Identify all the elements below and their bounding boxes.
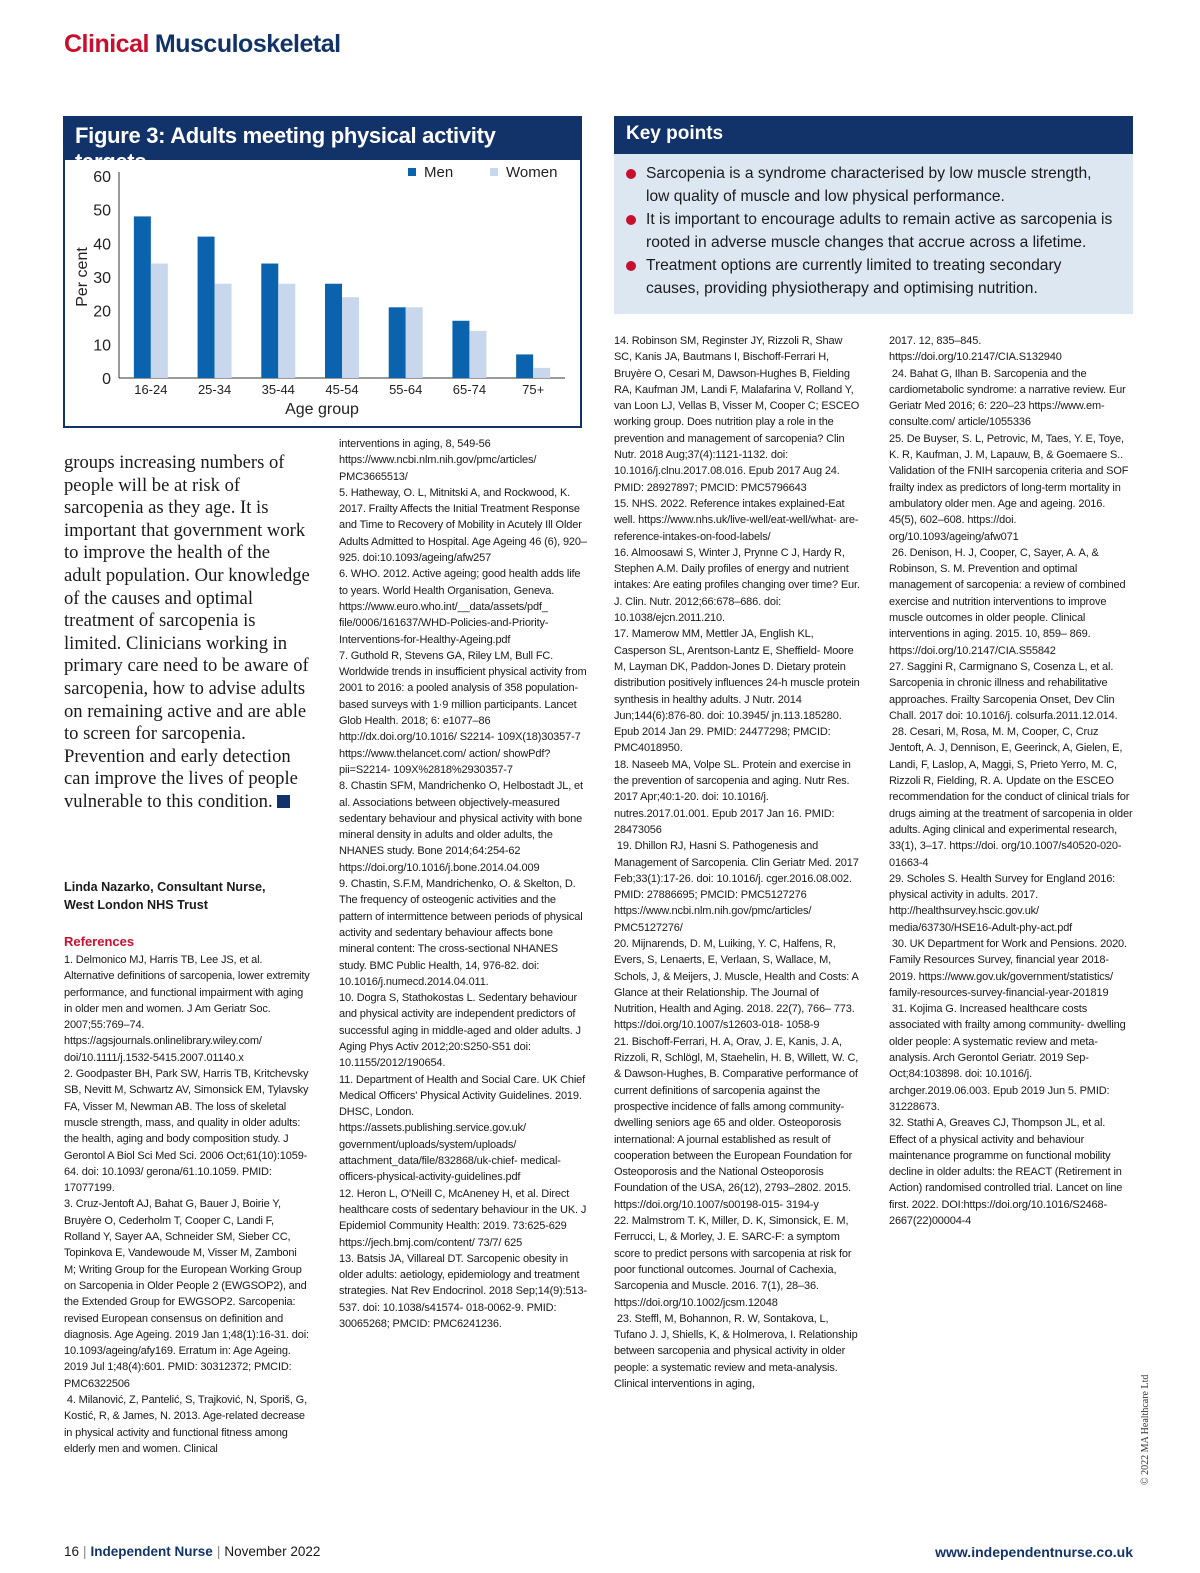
reference-item: 16. Almoosawi S, Winter J, Prynne C J, Hardy R, Stephen A.M. Daily profiles of energy and nutrient intakes: Are eating profiles changing over time? Eur. J. Clin. Nutr. 2012;66:678–686. doi: 10.1038/ejcn.2011.210. (614, 546, 863, 625)
copyright-notice: © 2022 MA Healthcare Ltd (1140, 1374, 1151, 1485)
bar-women (533, 368, 550, 378)
y-tick-label: 10 (93, 337, 111, 355)
y-tick-label: 20 (93, 303, 111, 321)
reference-item: 30. UK Department for Work and Pensions. 2020. Family Resources Survey, financial year 2018-2019. https://www.gov.uk/government/statistics/ family-resources-survey-financial-year-201819 (889, 937, 1130, 999)
x-tick-label: 65-74 (452, 382, 487, 397)
references-heading: References (64, 934, 135, 949)
author-name: Linda Nazarko, Consultant Nurse, (64, 880, 266, 894)
reference-item: 19. Dhillon RJ, Hasni S. Pathogenesis and Management of Sarcopenia. Clin Geriatr Med. 2017 Feb;33(1):17-26. doi: 10.1016/j. cger.2016.08.002. PMID: 27886695; PMCID: PMC5127276 https://www.ncbi.nlm.nih.gov/pmc/articles/ PMC5127276/ (614, 840, 862, 934)
x-tick-label: 35-44 (261, 382, 295, 397)
reference-item: 23. Steffl, M, Bohannon, R. W, Sontakova, L, Tufano J. J, Shiells, K, & Holmerova, I. Relationship between sarcopenia and physical activity in older people: a systematic review and meta-analysis. Clinical interventions in aging, (614, 1312, 861, 1390)
bar-women (342, 297, 359, 378)
y-tick-label: 0 (102, 371, 111, 388)
reference-item: 20. Mijnarends, D. M, Luiking, Y. C, Halfens, R, Evers, S, Lenaerts, E, Verlaan, S, Wallace, M, Schols, J, & Meijers, J. Muscle, Health and Costs: A Glance at their Relationship. The Journal of Nutrition, Health and Aging. 2018. 22(7), 766– 773. https://doi.org/10.1007/s12603-018- 1058-9 (614, 937, 861, 1032)
reference-item: 14. Robinson SM, Reginster JY, Rizzoli R, Shaw SC, Kanis JA, Bautmans I, Bischoff-Ferrari H, Bruyère O, Cesari M, Dawson-Hughes B, Fielding RA, Kaufman JM, Landi F, Malafarina V, Rolland Y, van Loon LJ, Vellas B, Visser M, Cooper C; ESCEO working group. Does nutrition play a role in the prevention and management of sarcopenia? Clin Nutr. 2018 Aug;37(4):1121-1132. doi: 10.1016/j.clnu.2017.08.016. Epub 2017 Aug 24. PMID: 28927897; PMCID: PMC5796643 (614, 335, 863, 494)
bullet-icon (626, 261, 636, 271)
reference-item: 24. Bahat G, Ilhan B. Sarcopenia and the cardiometabolic syndrome: a narrative review. Eur Geriatr Med 2016; 6: 220–23 https://www.em-consulte.com/ article/1055336 (889, 367, 1129, 429)
bar-women (215, 284, 232, 378)
reference-item: 17. Mamerow MM, Mettler JA, English KL, Casperson SL, Arentson-Lantz E, Sheffield- Moore M, Layman DK, Paddon-Jones D. Dietary protein distribution positively influences 24-h muscle protein synthesis in healthy adults. J Nutr. 2014 Jun;144(6):876-80. doi: 10.3945/ jn.113.185280. Epub 2014 Jan 29. PMID: 24477298; PMCID: PMC4018950. (614, 628, 863, 755)
reference-item: 26. Denison, H. J, Cooper, C, Sayer, A. A, & Robinson, S. M. Prevention and optimal management of sarcopenia: a review of combined exercise and nutrition interventions to improve muscle outcomes in older people. Clinical interventions in aging. 2015. 10, 859– 869. https://doi.org/10.2147/CIA.S55842 (889, 546, 1129, 657)
x-tick-label: 55-64 (389, 382, 423, 397)
footer-separator: | (216, 1544, 221, 1559)
references-column-1 (64, 952, 313, 1457)
end-mark-icon (277, 795, 290, 808)
bar-men (516, 354, 533, 378)
legend-swatch-men (408, 168, 416, 176)
publication-name: Independent Nurse (90, 1544, 213, 1559)
reference-item: interventions in aging, 8, 549-56 https://www.ncbi.nlm.nih.gov/pmc/articles/ PMC3665513/ (339, 438, 540, 483)
key-points-title: Key points (614, 116, 1133, 154)
reference-item: 29. Scholes S. Health Survey for England 2016: physical activity in adults. 2017. http://healthsurvey.hscic.gov.uk/ media/63730/HSE16-Adult-phy-act.pdf (889, 872, 1118, 934)
reference-item: 15. NHS. 2022. Reference intakes explained-Eat well. https://www.nhs.uk/live-well/eat-well/what- are-reference-intakes-on-food-labels/ (614, 497, 859, 543)
article-body-text (64, 452, 310, 814)
reference-item: 31. Kojima G. Increased healthcare costs associated with frailty among community- dwelling older people: A systematic review and meta-analysis. Arch Gerontol Geriatr. 2019 Sep- Oct;84:103898. doi: 10.1016/j. archger.2019.06.003. Epub 2019 Jun 5. PMID: 31228673. (889, 1003, 1129, 1113)
bullet-icon (626, 169, 636, 179)
reference-item: 13. Batsis JA, Villareal DT. Sarcopenic obesity in older adults: aetiology, epidemiology and treatment strategies. Nat Rev Endocrinol. 2018 Sep;14(9):513-537. doi: 10.1038/s41574- 018-0062-9. PMID: 30065268; PMCID: PMC6241236. (339, 1252, 587, 1331)
reference-item: 5. Hatheway, O. L, Mitnitski A, and Rockwood, K. 2017. Frailty Affects the Initial Treatment Response and Time to Recovery of Mobility in Acutely Ill Older Adults Admitted to Hospital. Age Ageing 46 (6), 920–925. doi:10.1093/ageing/afw257 (339, 486, 587, 565)
key-point-item (626, 254, 1119, 300)
legend-label-men: Men (424, 164, 454, 181)
reference-item: 25. De Buyser, S. L, Petrovic, M, Taes, Y. E, Toye, K. R, Kaufman, J. M, Lapauw, B, & Goemaere S.. Validation of the FNIH sarcopenia criteria and SOF frailty index as predictors of long-term mortality in ambulatory older men. Age and ageing. 2016. 45(5), 602–608. https://doi. org/10.1093/ageing/afw071 (889, 432, 1132, 543)
bar-men (134, 216, 151, 378)
key-point-text: Treatment options are currently limited to treating secondary causes, providing physiotherapy and optimising nutrition. (646, 257, 1062, 297)
reference-item: 28. Cesari, M, Rosa, M. M, Cooper, C, Cruz Jentoft, A. J, Dennison, E, Geerinck, A, Gielen, E, Landi, F, Laslop, A, Maggi, S, Prieto Yerro, M. C, Rizzoli R, Fielding, R. A. Update on the ESCEO recommendation for the conduct of clinical trials for drugs aiming at the treatment of sarcopenia in older adults. Aging clinical and experimental research, 33(1), 3–17. https://doi. org/10.1007/s40520-020-01663-4 (889, 726, 1136, 869)
section-label: Clinical (64, 30, 149, 58)
bar-men (452, 321, 469, 378)
reference-item: 9. Chastin, S.F.M, Mandrichenko, O. & Skelton, D. The frequency of osteogenic activities and the pattern of intermittence between periods of physical activity and sedentary behaviour affects bone mineral content: The cross-sectional NHANES study. BMC Public Health, 14, 976-82. doi: 10.1016/j.numecd.2014.04.011. (339, 878, 586, 988)
x-tick-label: 25-34 (197, 382, 232, 397)
bar-men (325, 284, 342, 378)
reference-item: 6. WHO. 2012. Active ageing; good health adds life to years. World Health Organisation, Geneva. https://www.euro.who.int/__data/assets/pdf_ file/0006/161637/WHD-Policies-and-Priority- Interventions-for-Healthy-Ageing.pdf (339, 568, 584, 646)
footer-separator: | (83, 1544, 87, 1559)
bar-women (406, 307, 423, 378)
body-paragraph: groups increasing numbers of people will be at risk of sarcopenia as they age. It is important that government work to improve the health of the adult population. Our knowledge of the causes and optimal treatment of sarcopenia is limited. Clinicians working in primary care need to be aware of sarcopenia, how to advise adults on remaining active and are able to screen for sarcopenia. Prevention and early detection can improve the lives of people vulnerable to this condition. (64, 452, 310, 812)
key-point-text: It is important to encourage adults to remain active as sarcopenia is rooted in adverse muscle changes that accrue across a lifetime. (646, 211, 1113, 251)
reference-item: 18. Naseeb MA, Volpe SL. Protein and exercise in the prevention of sarcopenia and aging. Nutr Res. 2017 Apr;40:1-20. doi: 10.1016/j. nutres.2017.01.001. Epub 2017 Jan 16. PMID: 28473056 (614, 758, 854, 836)
references-column-4 (889, 333, 1135, 1229)
figure-3 (63, 116, 582, 428)
reference-item: 10. Dogra S, Stathokostas L. Sedentary behaviour and physical activity are independent predictors of successful aging in middle-aged and older adults. J Aging Phys Activ 2012;20:S250-S51 doi: 10.1155/2012/190654. (339, 992, 584, 1070)
x-tick-label: 75+ (522, 382, 545, 397)
key-point-item (626, 162, 1119, 208)
footer-left (64, 1544, 320, 1559)
legend-swatch-women (490, 168, 498, 176)
y-axis-label: Per cent (74, 247, 91, 307)
x-tick-label: 16-24 (134, 382, 168, 397)
x-axis-label: Age group (285, 401, 359, 418)
issue-date: November 2022 (224, 1544, 321, 1559)
reference-item: 12. Heron L, O'Neill C, McAneney H, et al. Direct healthcare costs of sedentary behaviour in the UK. J Epidemiol Community Health: 2019. 73:625-629 https://jech.bmj.com/content/ 73/7/ 625 (339, 1187, 590, 1249)
reference-item: 11. Department of Health and Social Care. UK Chief Medical Officers' Physical Activity Guidelines. 2019. DHSC, London. https://assets.publishing.service.gov.uk/ government/uploads/system/uploads/ attachment_data/file/832868/uk-chief- medical-officers-physical-activity-guidelines.pdf (339, 1073, 588, 1184)
author-affiliation: West London NHS Trust (64, 898, 208, 912)
reference-item: 7. Guthold R, Stevens GA, Riley LM, Bull FC. Worldwide trends in insufficient physical activity from 2001 to 2016: a pooled analysis of 358 population-based surveys with 1·9 million participants. Lancet Glob Health. 2018; 6: e1077–86 http://dx.doi.org/10.1016/ S2214- 109X(18)30357-7 https://www.thelancet.com/ action/ showPdf?pii=S2214- 109X%2818%2930357-7 (339, 649, 590, 776)
reference-item: 32. Stathi A, Greaves CJ, Thompson JL, et al. Effect of a physical activity and behaviour maintenance programme on functional mobility decline in older adults: the REACT (Retirement in Action) randomised controlled trial. Lancet on line first. 2022. DOI:https://doi.org/10.1016/S2468- 2667(22)00004-4 (889, 1117, 1126, 1228)
x-tick-label: 45-54 (325, 382, 359, 397)
references-column-2 (339, 436, 590, 1332)
key-points-box (614, 116, 1133, 314)
website-link[interactable]: www.independentnurse.co.uk (935, 1544, 1133, 1560)
reference-item: 3. Cruz-Jentoft AJ, Bahat G, Bauer J, Boirie Y, Bruyère O, Cederholm T, Cooper C, Landi F, Rolland Y, Sayer AA, Schneider SM, Sieber CC, Topinkova E, Vandewoude M, Visser M, Zamboni M; Writing Group for the European Working Group on Sarcopenia in Older People 2 (EWGSOP2), and the Extended Group for EWGSOP2. Sarcopenia: revised European consensus on definition and diagnosis. Age Ageing. 2019 Jan 1;48(1):16-31. doi: 10.1093/ageing/afy169. Erratum in: Age Ageing. 2019 Jul 1;48(4):601. PMID: 30312372; PMCID: PMC6322506 (64, 1198, 312, 1390)
bar-women (469, 331, 486, 378)
reference-item: 8. Chastin SFM, Mandrichenko O, Helbostadt JL, et al. Associations between objectively-measured sedentary behaviour and physical activity with bone mineral density in adults and older adults, the NHANES study. Bone 2014;64:254-62 https://doi.org/10.1016/j.bone.2014.04.009 (339, 780, 586, 874)
bar-women (151, 264, 168, 378)
reference-item: 4. Milanović, Z, Pantelić, S, Trajković, N, Sporiš, G, Kostić, R, & James, N. 2013. Age-related decrease in physical activity and functional fitness among elderly men and women. Clinical (64, 1394, 310, 1455)
y-tick-label: 40 (93, 236, 111, 254)
bar-men (389, 307, 406, 378)
key-points-list (614, 154, 1133, 300)
references-column-3 (614, 333, 862, 1392)
legend-label-women: Women (506, 164, 558, 181)
reference-item: 27. Saggini R, Carmignano S, Cosenza L, et al. Sarcopenia in chronic illness and rehabilitative approaches. Frailty Sarcopenia Onset, Dev Clin Chall. 2017 doi: 10.1016/j. colsurfa.2011.12.014. (889, 660, 1118, 722)
bar-chart (65, 160, 580, 426)
bar-women (278, 284, 295, 378)
y-tick-label: 50 (93, 202, 111, 220)
subsection-label: Musculoskeletal (154, 30, 341, 58)
reference-item: 2017. 12, 835–845. https://doi.org/10.2147/CIA.S132940 (889, 335, 1062, 364)
bar-men (261, 264, 278, 378)
key-point-item (626, 208, 1119, 254)
page-number: 16 (64, 1544, 80, 1559)
author-credit (64, 878, 314, 914)
reference-item: 21. Bischoff-Ferrari, H. A, Orav, J. E, Kanis, J. A, Rizzoli, R, Schlögl, M, Staehelin, H. B, Willett, W. C, & Dawson-Hughes, B. Comparative performance of current definitions of sarcopenia against the prospective incidence of falls among community-dwelling seniors age 65 and older. Osteoporosis international: A journal established as result of cooperation between the European Foundation for Osteoporosis and the National Osteoporosis Foundation of the USA, 26(12), 2793–2802. 2015. https://doi.org/10.1007/s00198-015- 3194-y (614, 1035, 862, 1211)
figure-title: Figure 3: Adults meeting physical activity targets (65, 118, 580, 160)
reference-item: 22. Malmstrom T. K, Miller, D. K, Simonsick, E. M, Ferrucci, L, & Morley, J. E. SARC-F: a symptom score to predict persons with sarcopenia at risk for poor functional outcomes. Journal of Cachexia, Sarcopenia and Muscle. 2016. 7(1), 28–36. https://doi.org/10.1002/jcsm.12048 (614, 1215, 855, 1309)
reference-item: 1. Delmonico MJ, Harris TB, Lee JS, et al. Alternative definitions of sarcopenia, lower extremity performance, and functional impairment with aging in older men and women. J Am Geriatr Soc. 2007;55:769–74. https://agsjournals.onlinelibrary.wiley.com/ doi/10.1111/j.1532-5415.2007.01140.x (64, 954, 313, 1064)
bullet-icon (626, 215, 636, 225)
y-tick-label: 30 (93, 270, 111, 287)
reference-item: 2. Goodpaster BH, Park SW, Harris TB, Kritchevsky SB, Nevitt M, Schwartz AV, Simonsick EM, Tylavsky FA, Visser M, Newman AB. The loss of skeletal muscle strength, mass, and quality in older adults: the health, aging and body composition study. J Gerontol A Biol Sci Med Sci. 2006 Oct;61(10):1059-64. doi: 10.1093/ gerona/61.10.1059. PMID: 17077199. (64, 1068, 312, 1195)
bar-men (198, 237, 215, 378)
page-header (64, 30, 341, 59)
y-tick-label: 60 (93, 169, 111, 186)
key-point-text: Sarcopenia is a syndrome characterised by low muscle strength, low quality of muscle and low physical performance. (646, 165, 1092, 205)
